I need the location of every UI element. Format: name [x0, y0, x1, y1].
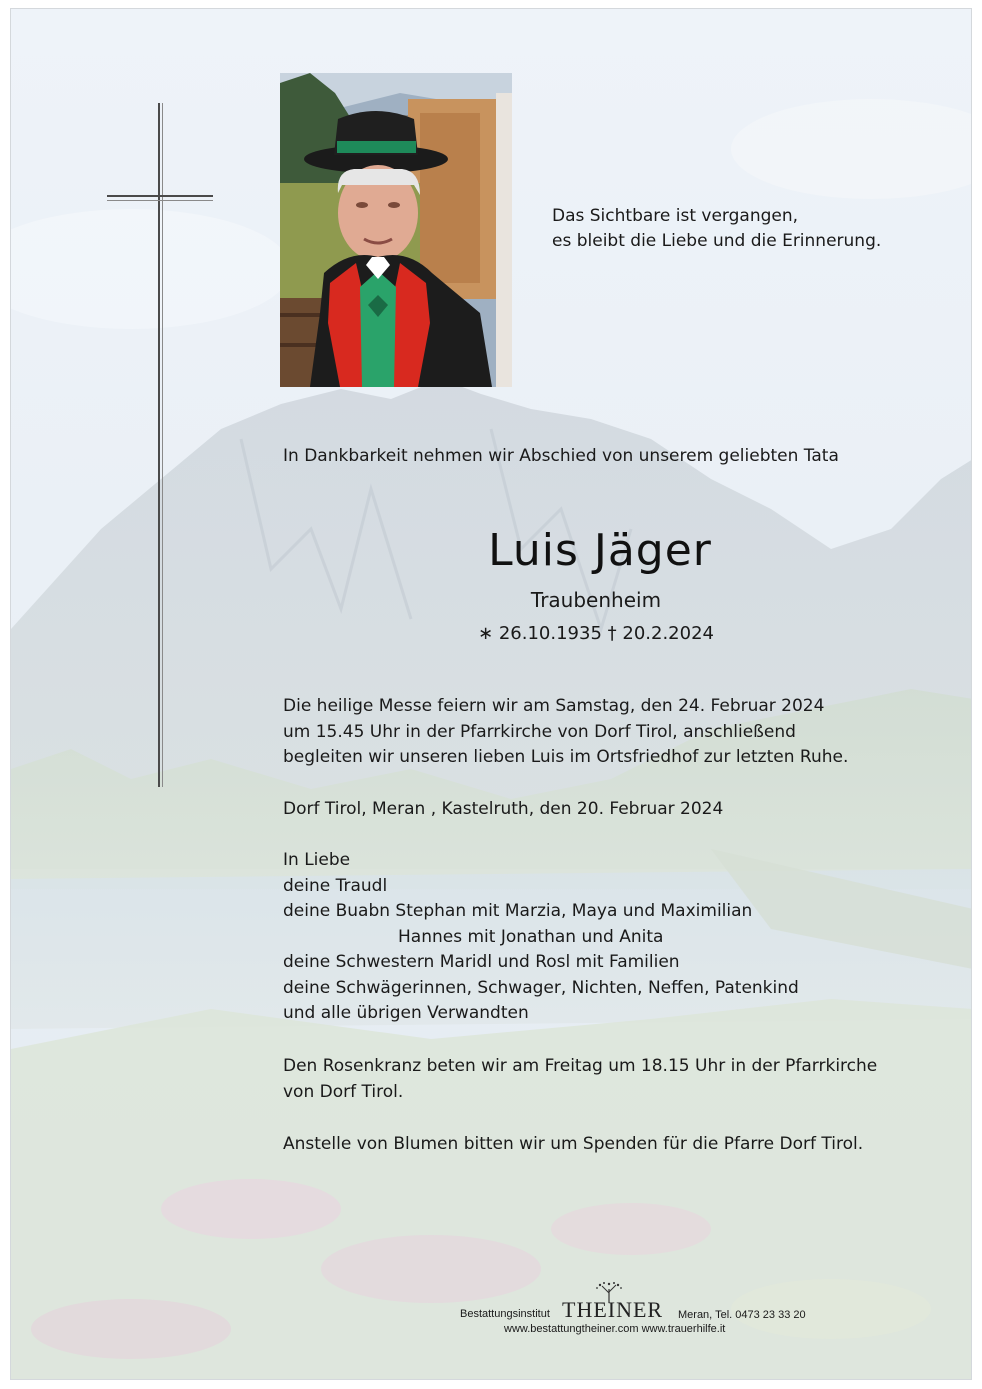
cross-vertical-bar [158, 103, 160, 787]
death-cross-icon: † [607, 623, 617, 644]
mass-line-3: begleiten wir unseren lieben Luis im Ortsfriedhof zur letzten Ruhe. [283, 747, 849, 767]
mourner-line: deine Traudl [283, 875, 388, 896]
intro-text: In Dankbarkeit nehmen wir Abschied von unserem geliebten Tata [283, 446, 839, 466]
funeral-institute-label: Bestattungsinstitut [460, 1308, 550, 1320]
mourner-line: deine Buabn Stephan mit Marzia, Maya und Maximilian [283, 901, 753, 921]
donation-note: Anstelle von Blumen bitten wir um Spenden für die Pfarre Dorf Tirol. [283, 1134, 864, 1154]
mourners-list [283, 848, 799, 1027]
rosary-line-2: von Dorf Tirol. [283, 1081, 404, 1102]
funeral-home-websites: www.bestattungtheiner.com www.trauerhilfe.it [504, 1323, 726, 1335]
deceased-name: Luis Jäger [488, 525, 712, 576]
portrait-photo [280, 73, 512, 387]
quote-line-2: es bleibt die Liebe und die Erinnerung. [552, 231, 882, 251]
deceased-place: Traubenheim [530, 588, 662, 612]
cross-horizontal-shadow [107, 200, 213, 201]
mourner-line: und alle übrigen Verwandten [283, 1003, 529, 1023]
funeral-home-footer [460, 1281, 820, 1341]
place-date: Dorf Tirol, Meran , Kastelruth, den 20. Februar 2024 [283, 799, 724, 819]
rosary-announcement [283, 1054, 877, 1105]
mass-announcement [283, 694, 848, 771]
cross-vertical-shadow [162, 103, 163, 787]
mourner-line: deine Schwägerinnen, Schwager, Nichten, Neffen, Patenkind [283, 977, 799, 998]
funeral-home-phone: Meran, Tel. 0473 23 33 20 [678, 1309, 806, 1321]
mourner-line: deine Schwestern Maridl und Rosl mit Familien [283, 952, 680, 972]
cross-horizontal-bar [107, 195, 213, 197]
life-dates [0, 621, 982, 647]
birth-date: 26.10.1935 [498, 623, 602, 644]
mourner-line-indented [283, 925, 799, 951]
mourner-line: Hannes mit Jonathan und Anita [398, 926, 664, 947]
mass-line-2: um 15.45 Uhr in der Pfarrkirche von Dorf Tirol, anschließend [283, 721, 796, 742]
mourners-heading: In Liebe [283, 850, 351, 870]
quote-line-1: Das Sichtbare ist vergangen, [552, 206, 799, 226]
birth-star-icon: ∗ [478, 623, 494, 644]
mass-line-1: Die heilige Messe feiern wir am Samstag, den 24. Februar 2024 [283, 696, 825, 716]
memorial-quote [552, 204, 881, 254]
rosary-line-1: Den Rosenkranz beten wir am Freitag um 18.15 Uhr in der Pfarrkirche [283, 1056, 878, 1076]
death-date: 20.2.2024 [622, 623, 714, 644]
funeral-home-logo: THEINER [562, 1297, 664, 1322]
